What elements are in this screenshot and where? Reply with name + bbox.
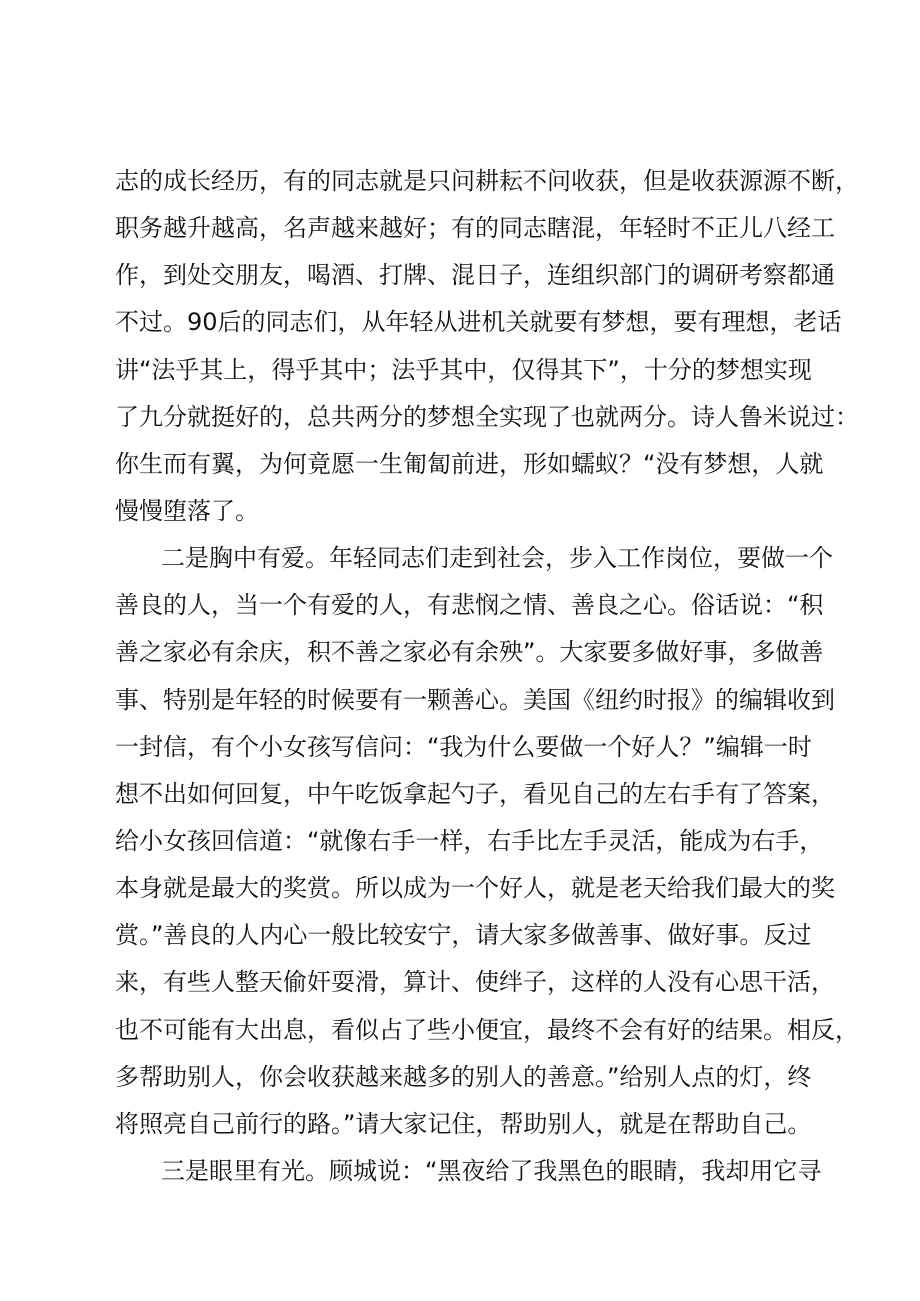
paragraph-start-line: 三是眼里有光。顾城说：“黑夜给了我黑色的眼睛，我却用它寻 xyxy=(161,1156,822,1185)
text-line: 慢慢堕落了。 xyxy=(115,496,259,525)
text-line: 也不可能有大出息，看似占了些小便宜，最终不会有好的结果。相反， xyxy=(115,1015,859,1044)
text-line: 本身就是最大的奖赏。所以成为一个好人，就是老天给我们最大的奖 xyxy=(115,874,835,903)
text-line: 你生而有翼，为何竟愿一生匍匐前进，形如蠕蚁？“没有梦想，人就 xyxy=(115,449,824,478)
text-line: 善良的人，当一个有爱的人，有悲悯之情、善良之心。俗话说：“积 xyxy=(115,591,824,620)
text-line: 善之家必有余庆，积不善之家必有余殃”。大家要多做好事，多做善 xyxy=(115,638,824,667)
text-line: 将照亮自己前行的路。”请大家记住，帮助别人，就是在帮助自己。 xyxy=(115,1109,812,1138)
body-text xyxy=(115,158,859,1195)
text-line: 想不出如何回复，中午吃饭拿起勺子，看见自己的左右手有了答案， xyxy=(115,779,835,808)
text-line: 讲“法乎其上，得乎其中；法乎其中，仅得其下”，十分的梦想实现 xyxy=(115,355,812,384)
text-line: 赏。”善良的人内心一般比较安宁，请大家多做善事、做好事。反过 xyxy=(115,921,812,950)
text-line: 了九分就挺好的，总共两分的梦想全实现了也就两分。诗人鲁米说过： xyxy=(115,402,859,431)
text-line: 职务越升越高，名声越来越好；有的同志瞎混，年轻时不正儿八经工 xyxy=(115,214,835,243)
text-line: 不过。90后的同志们，从年轻从进机关就要有梦想，要有理想，老话 xyxy=(115,308,842,337)
paragraph-start-line: 二是胸中有爱。年轻同志们走到社会，步入工作岗位，要做一个 xyxy=(161,544,833,573)
text-line: 多帮助别人，你会收获越来越多的别人的善意。”给别人点的灯，终 xyxy=(115,1062,812,1091)
text-line: 志的成长经历，有的同志就是只问耕耘不问收获，但是收获源源不断， xyxy=(115,167,859,195)
text-line: 来，有些人整天偷奸耍滑，算计、使绊子，这样的人没有心思干活， xyxy=(115,968,835,997)
text-line: 事、特别是年轻的时候要有一颗善心。美国《纽约时报》的编辑收到 xyxy=(115,685,835,714)
text-line: 作，到处交朋友，喝酒、打牌、混日子，连组织部门的调研考察都通 xyxy=(115,261,835,290)
text-line: 给小女孩回信道：“就像右手一样，右手比左手灵活，能成为右手， xyxy=(115,826,824,855)
text-line: 一封信，有个小女孩写信问：“我为什么要做一个好人？”编辑一时 xyxy=(115,732,812,761)
